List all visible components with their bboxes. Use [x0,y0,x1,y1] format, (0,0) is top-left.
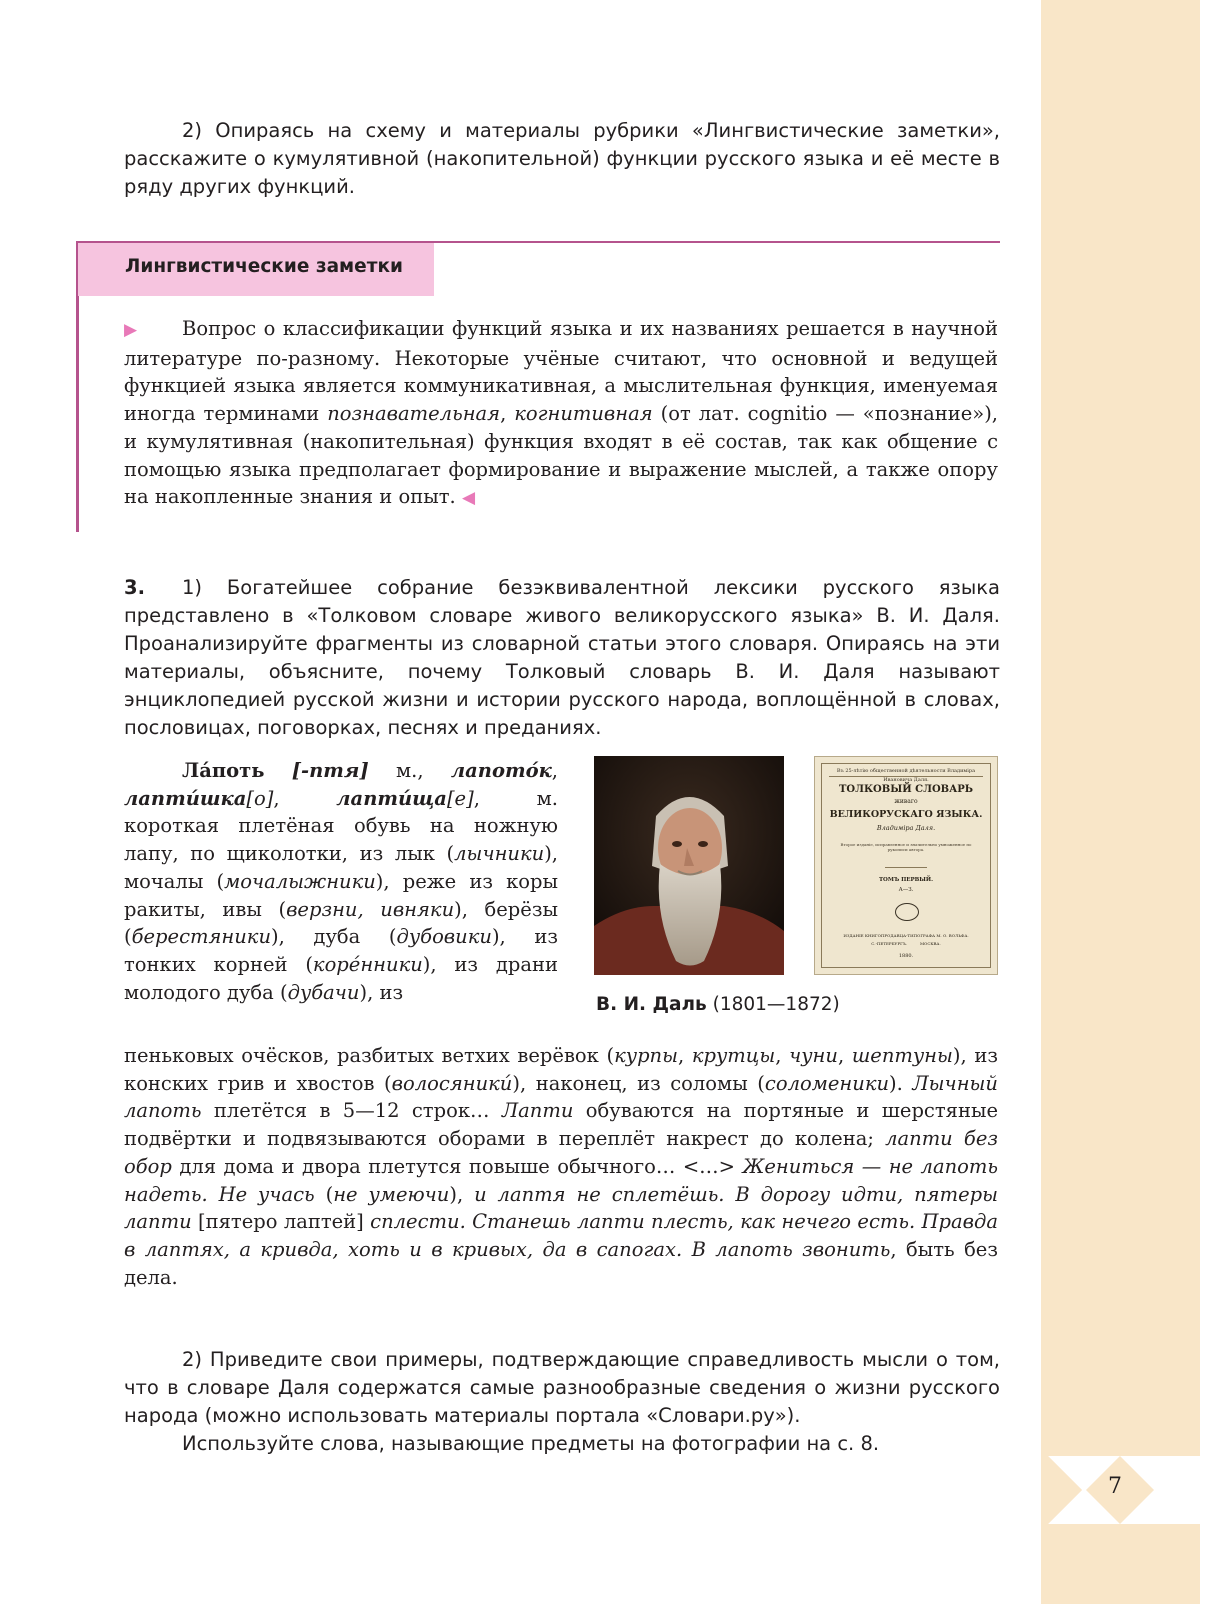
task-number: 3. [124,576,145,599]
proverb: сплести. Станешь лапти плесть, как нечего есть. Правда в лаптях, а кривда, хоть и в кривых, да в сапогах. В лапоть звонить [124,1210,998,1261]
cover-top-line: Въ 25-лѣтію общественной дѣятельности Владиміра Ивановича Даля. [829,767,983,777]
task-3-part-2 [124,1346,1000,1458]
entry-text: [пятеро лаптей] [191,1210,371,1234]
triangle-left-icon: ◀ [461,488,476,509]
entry-punct: ). [889,1071,913,1095]
variant-word: лапти́шка [124,786,247,810]
entry-text: пеньковых очёсков, разбитых ветхих верёвок ( [124,1044,615,1067]
notes-body [124,315,998,513]
cover-title-2: живаго [894,798,918,805]
cover-letters: А—З. [898,887,914,893]
cover-title-3: ВЕЛИКОРУСКАГО ЯЗЫКА. [829,809,983,820]
proverb: и лаптя не сплетёшь. В дорогу идти, пятеры лапти [124,1182,998,1234]
notes-header [78,243,434,296]
proverb: не умеючи [333,1182,450,1206]
variant-word: лапото́к [450,759,552,782]
headword: Ла́поть [182,759,265,782]
entry-term: крутцы [691,1044,776,1067]
entry-term: лычники [454,842,545,866]
dictionary-entry-rest [124,1042,998,1291]
cover-note: Второе изданіе, исправленное и значительно умноженное по рукописи автора. [840,842,972,852]
entry-term: Лапти [501,1099,574,1123]
notes-title: Лингвистические заметки [125,256,403,277]
cover-year: 1880. [898,953,914,959]
caption-name: В. И. Даль [596,994,707,1015]
task-3-text: 1) Богатейшее собрание безэквивалентной лексики русского языка представлено в «Толковом словаре живого великорусского языка» В. И. Даля. Проанализируйте фрагменты из словарной статьи этого словаря. Опираясь на эти материалы, объясните, почему Толковый словарь В. И. Даля называют энциклопедией русской жизни и истории русского народа, воплощённой в словах, пословицах, поговорках, песнях и преданиях. [124,576,1000,739]
entry-term: дубовики [396,925,492,949]
term-cognitive-2: когнитивная [514,402,653,426]
entry-term: курпы [614,1044,678,1067]
entry-text: , м. короткая плетёная обувь на ножную лапу, по щиколотки, из лык ( [124,786,558,866]
cover-title-1: ТОЛКОВЫЙ СЛОВАРЬ [838,784,974,795]
entry-text: ), из драни молодого дуба ( [124,952,558,1004]
task-3-part-2-text: 2) Приведите свои примеры, подтверждающие справедливость мысли о том, что в словаре Даля содержатся самые разнообразные сведения о жизни русского народа (можно использовать материалы портала «Словари.ру»). [124,1348,1000,1427]
dictionary-cover-image [814,756,998,975]
entry-term: Лычный лапоть [124,1071,998,1123]
entry-text: ), наконец, из соломы ( [512,1071,765,1095]
headword-form: [-птя] [291,759,369,782]
dal-portrait-image [594,756,784,975]
entry-term: мочалыжники [224,869,376,893]
entry-text: , быть без дела. [124,1237,998,1289]
intro-paragraph: 2) Опираясь на схему и материалы рубрики «Лингвистические заметки», расскажите о кумулятивной (накопительной) функции русского языка и её месте в ряду других функций. [124,119,1000,198]
entry-term: соломеники [764,1071,890,1095]
cover-publisher: ИЗДАНІЕ КНИГОПРОДАВЦА-ТИПОГРАФА М. О. ВОЛЬФА. [843,933,969,938]
entry-grammar: [о] [246,786,274,810]
portrait-caption [596,994,840,1015]
page-number-marker [1048,1456,1216,1524]
entry-term: лапти без обор [124,1127,998,1178]
task-3-part-2-note: Используйте слова, называющие предметы на фотографии на с. 8. [182,1432,880,1455]
proverb: Жениться — не лапоть надеть. Не учась [124,1154,998,1206]
entry-term: волосяники́ [391,1071,513,1095]
entry-punct: , [551,759,558,782]
entry-term: берестяники [131,925,272,949]
entry-term: шептуны [851,1044,953,1067]
entry-text: ), дуба ( [271,925,397,949]
entry-text: ), реже из коры ракиты, ивы ( [124,869,559,921]
entry-term: чуни [789,1044,838,1067]
term-cognitive-1: познавательная [327,402,501,426]
caption-years: (1801—1872) [712,994,840,1015]
entry-term: верзни, ивняки [286,897,455,921]
entry-grammar: [е] [446,786,474,810]
entry-text: ), из тонких корней ( [124,925,558,976]
entry-punct: , [273,786,337,810]
entry-punct: , [775,1044,790,1067]
notes-text-2: (от лат. cognitio — «познание»), и кумулятивная (накопительная) функция входят в её состав, так как общение с помощью языка предполагает формирование и выражение мыслей, а также опору на накопленные знания и опыт. [124,402,998,509]
task-3-paragraph [124,574,1000,742]
entry-punct: , [837,1044,852,1067]
entry-punct: , [678,1044,692,1067]
entry-grammar: м., [368,759,451,782]
page-margin-strip [1041,0,1200,1604]
entry-term: дубачи [287,980,360,1004]
page-number: 7 [1108,1474,1122,1499]
entry-text: ), берёзы ( [124,897,558,949]
entry-punct: ( [314,1182,334,1206]
cover-emblem [895,903,919,921]
triangle-right-icon: ▶ [124,320,138,340]
entry-text: плетётся в 5—12 строк… [201,1099,502,1123]
entry-text: ), мочалы ( [124,842,558,893]
notes-sep: , [500,402,515,426]
cover-cities: С.-ПЕТЕРБУРГЪ. МОСКВА. [871,941,941,946]
entry-text: обуваются на портяные и шерстяные подвёртки и подвязываются оборами в переплёт накрест до колена; [124,1099,998,1151]
entry-text: ), из [359,980,404,1004]
entry-text: ), из конских грив и хвостов ( [124,1044,998,1095]
cover-author: Владиміра Даля. [876,824,936,832]
entry-punct: ), [449,1182,475,1206]
notes-text-1: Вопрос о классификации функций языка и их названиях решается в научной литературе по-разному. Некоторые учёные считают, что основной и ведущей функцией языка является коммуникативная, а мыслительная функция, именуемая иногда терминами [124,317,998,426]
entry-term: коре́нники [312,952,423,976]
dictionary-entry-start [124,757,558,1006]
entry-text: для дома и двора плетутся повыше обычного… <…> [171,1154,743,1178]
variant-word: лапти́ща [336,786,447,810]
cover-volume: ТОМЪ ПЕРВЫЙ. [878,877,934,883]
